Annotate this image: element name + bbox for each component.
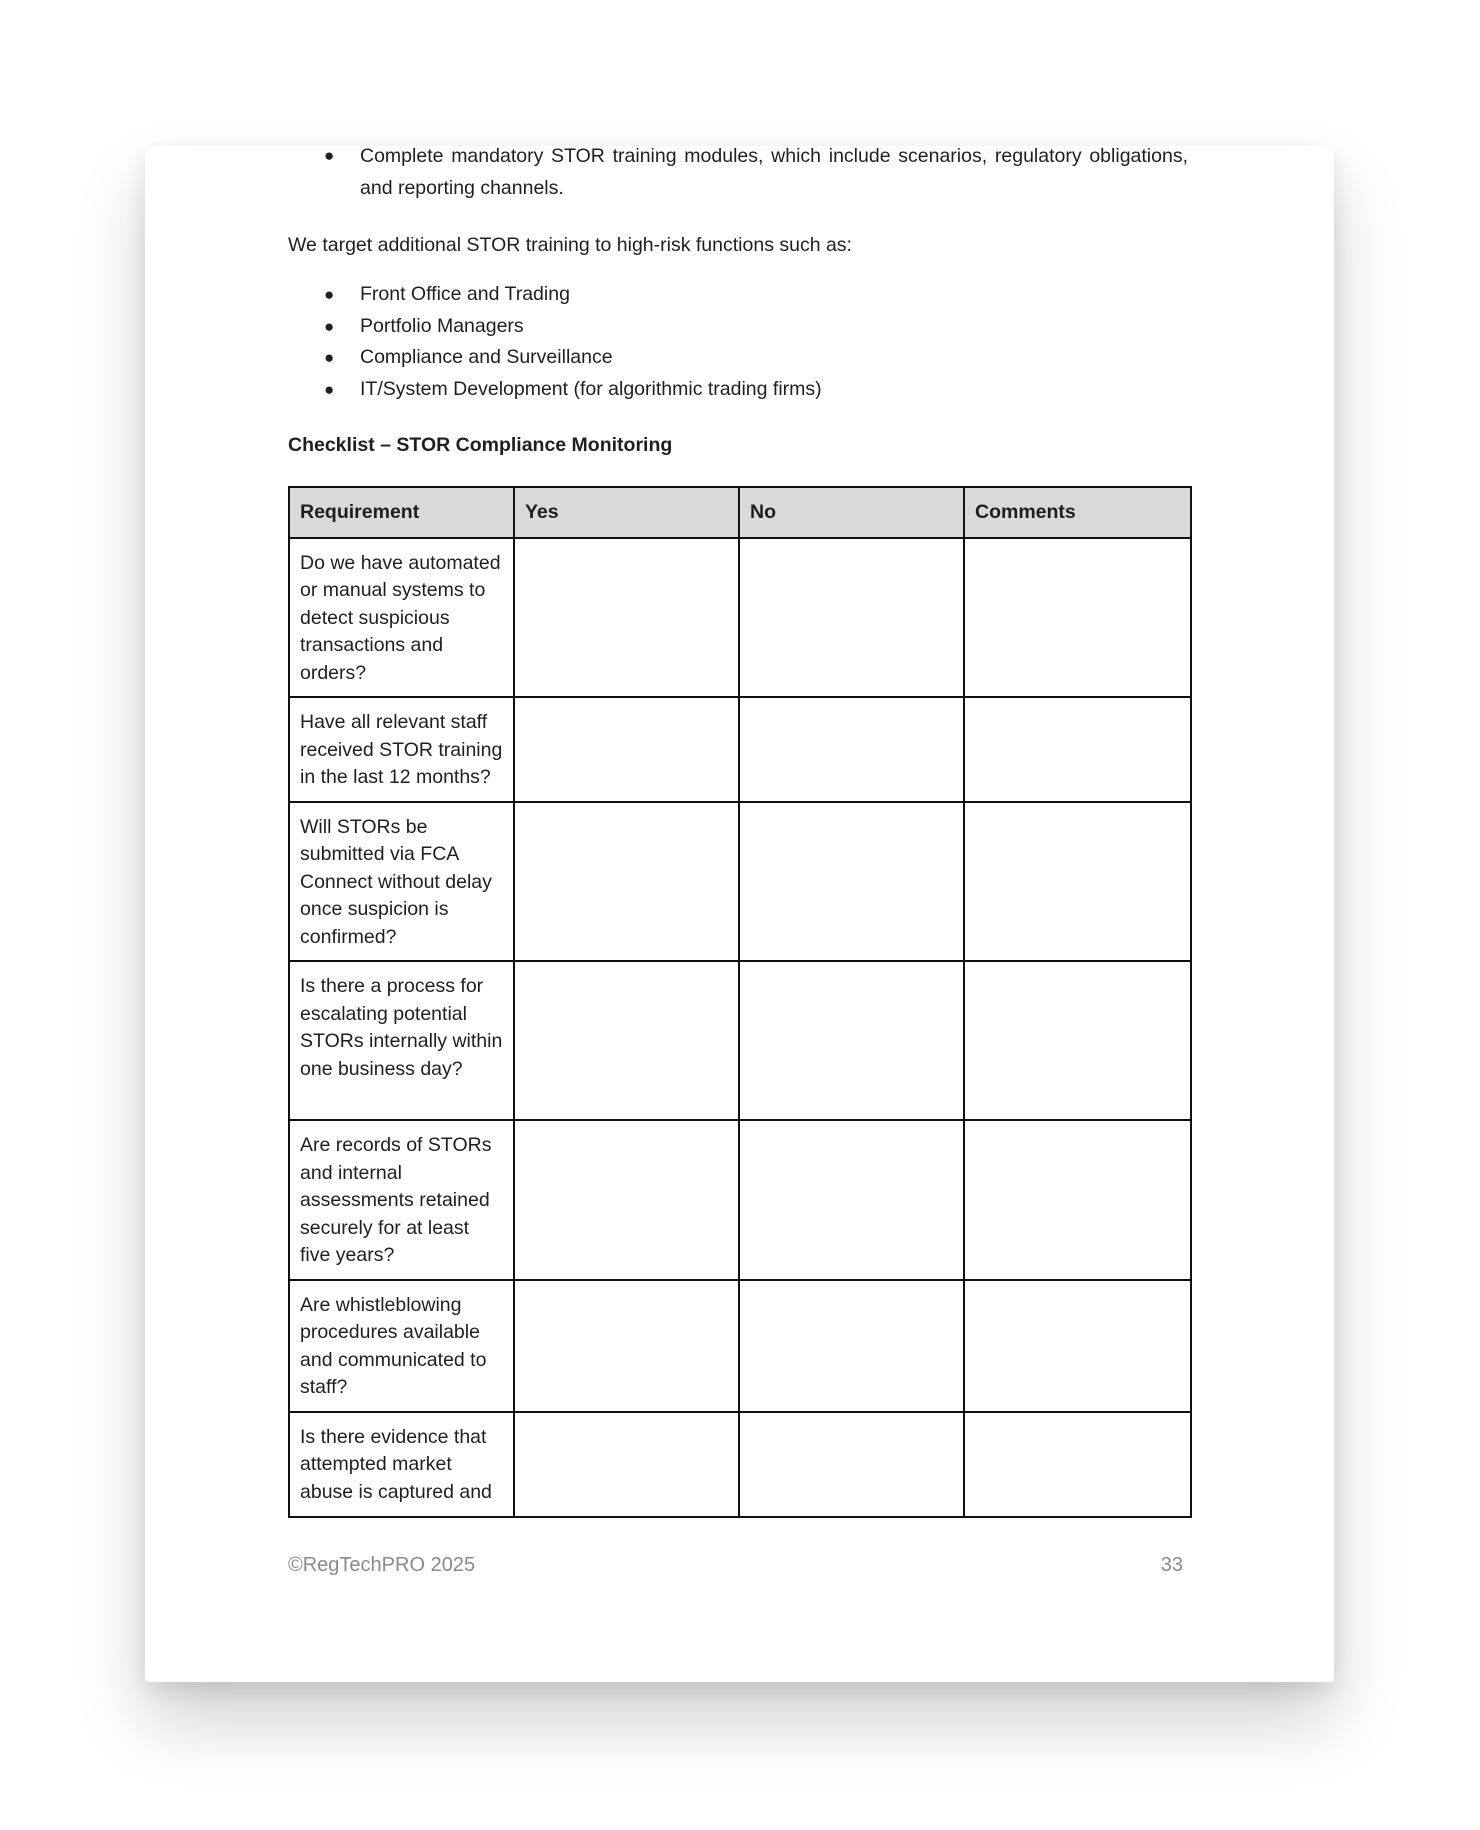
bullet-icon: ● — [324, 379, 335, 399]
training-bullet-list — [288, 140, 1188, 204]
comments-cell[interactable] — [964, 1120, 1191, 1280]
bullet-icon: ● — [324, 285, 335, 304]
requirement-cell: Is there evidence that attempted market abuse is captured and — [289, 1412, 514, 1517]
table-header-row — [289, 487, 1191, 538]
stor-checklist-table — [288, 486, 1192, 1518]
comments-cell[interactable] — [964, 961, 1191, 1120]
checklist-heading: Checklist – STOR Compliance Monitoring — [288, 434, 673, 456]
no-cell[interactable] — [739, 961, 964, 1120]
table-row — [289, 1412, 1191, 1517]
table-row — [289, 1280, 1191, 1412]
requirement-cell: Do we have automated or manual systems to detect suspicious transactions and orders? — [289, 538, 514, 698]
comments-cell[interactable] — [964, 1280, 1191, 1412]
no-cell[interactable] — [739, 538, 964, 698]
comments-cell[interactable] — [964, 697, 1191, 802]
no-cell[interactable] — [739, 1412, 964, 1517]
no-cell[interactable] — [739, 697, 964, 802]
bullet-icon: ● — [324, 146, 335, 165]
table-row — [289, 961, 1191, 1120]
high-risk-functions-list — [288, 279, 1188, 405]
list-item: ● Compliance and Surveillance — [288, 342, 1188, 374]
list-item: ● Portfolio Managers — [288, 311, 1188, 343]
footer-page-number: 33 — [1160, 1554, 1183, 1576]
requirement-cell: Are records of STORs and internal assessments retained securely for at least five years? — [289, 1120, 514, 1280]
list-item: ● Front Office and Trading — [288, 279, 1188, 311]
no-cell[interactable] — [739, 1120, 964, 1280]
header-comments: Comments — [964, 487, 1191, 538]
requirement-cell: Have all relevant staff received STOR training in the last 12 months? — [289, 697, 514, 802]
footer-copyright: ©RegTechPRO 2025 — [288, 1554, 476, 1576]
header-no: No — [739, 487, 964, 538]
list-item: ● Complete mandatory STOR training modules, which include scenarios, regulatory obligations, and reporting channels. — [288, 140, 1188, 204]
yes-cell[interactable] — [514, 1280, 739, 1412]
yes-cell[interactable] — [514, 802, 739, 962]
requirement-cell: Is there a process for escalating potential STORs internally within one business day? — [289, 961, 514, 1120]
requirement-cell: Are whistleblowing procedures available and communicated to staff? — [289, 1280, 514, 1412]
yes-cell[interactable] — [514, 697, 739, 802]
table-row — [289, 697, 1191, 802]
table-row — [289, 1120, 1191, 1280]
bullet-icon: ● — [324, 316, 335, 336]
comments-cell[interactable] — [964, 538, 1191, 698]
no-cell[interactable] — [739, 802, 964, 962]
bullet-icon: ● — [324, 348, 335, 367]
comments-cell[interactable] — [964, 1412, 1191, 1517]
yes-cell[interactable] — [514, 961, 739, 1120]
header-yes: Yes — [514, 487, 739, 538]
comments-cell[interactable] — [964, 802, 1191, 962]
yes-cell[interactable] — [514, 1412, 739, 1517]
yes-cell[interactable] — [514, 538, 739, 698]
list-item: ● IT/System Development (for algorithmic trading firms) — [288, 374, 1188, 406]
yes-cell[interactable] — [514, 1120, 739, 1280]
table-row — [289, 538, 1191, 698]
table-row — [289, 802, 1191, 962]
document-page — [145, 146, 1334, 1682]
requirement-cell: Will STORs be submitted via FCA Connect without delay once suspicion is confirmed? — [289, 802, 514, 962]
target-paragraph: We target additional STOR training to high-risk functions such as: — [288, 234, 852, 256]
no-cell[interactable] — [739, 1280, 964, 1412]
header-requirement: Requirement — [289, 487, 514, 538]
